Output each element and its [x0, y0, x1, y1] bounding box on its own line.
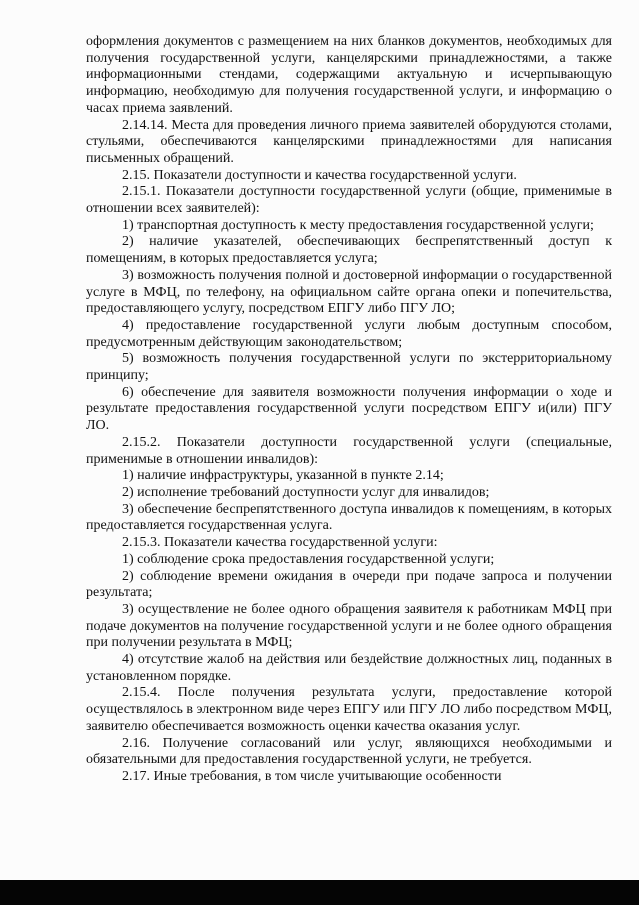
- scan-bottom-edge: [0, 880, 639, 905]
- paragraph: 2.15.3. Показатели качества государственной услуги:: [122, 535, 438, 551]
- paragraph: 6) обеспечение для заявителя возможности получения информации о ходе и результате предоставления государственной услуги посредством ЕПГУ и(или) ПГУ ЛО.: [86, 384, 612, 434]
- paragraph: 1) транспортная доступность к месту предоставления государственной услуги;: [122, 217, 594, 233]
- paragraph: 2.15.2. Показатели доступности государственной услуги (специальные, применимые в отношении инвалидов):: [86, 434, 612, 467]
- paragraph: 4) отсутствие жалоб на действия или бездействие должностных лиц, поданных в установленном порядке.: [86, 652, 612, 684]
- paragraph: 5) возможность получения государственной услуги по экстерриториальному принципу;: [86, 351, 612, 384]
- document-body: [86, 34, 612, 786]
- paragraph: оформления документов с размещением на них бланков документов, необходимых для получения государственной услуги, канцелярскими принадлежностями, а также информационными стендами, содержащими актуальную и исчерпывающую информацию, необходимую для получения государственной услуги, и информацию о часах приема заявлений.: [86, 34, 612, 116]
- paragraph: 2.15.4. После получения результата услуги, предоставление которой осуществлялось в электронном виде через ЕПГУ или ПГУ ЛО либо посредством МФЦ, заявителю обеспечивается возможность оценки качества оказания услуг.: [86, 685, 612, 734]
- paragraph: 2) соблюдение времени ожидания в очереди при подаче запроса и получении результата;: [86, 568, 612, 601]
- paragraph: 2.14.14. Места для проведения личного приема заявителей оборудуются столами, стульями, обеспечиваются канцелярскими принадлежностями для написания письменных обращений.: [86, 117, 612, 166]
- paragraph: 2) наличие указателей, обеспечивающих беспрепятственный доступ к помещениям, в которых предоставляется услуга;: [86, 234, 612, 267]
- paragraph: 3) обеспечение беспрепятственного доступа инвалидов к помещениям, в которых предоставляется государственная услуга.: [86, 501, 612, 534]
- paragraph: 2.17. Иные требования, в том числе учитывающие особенности: [122, 768, 502, 784]
- paragraph: 2.15.1. Показатели доступности государственной услуги (общие, применимые в отношении всех заявителей):: [86, 184, 612, 217]
- paragraph: 2.16. Получение согласований или услуг, являющихся необходимыми и обязательными для предоставления государственной услуги, не требуется.: [86, 735, 612, 768]
- paragraph: 1) соблюдение срока предоставления государственной услуги;: [122, 551, 495, 567]
- paragraph: 2) исполнение требований доступности услуг для инвалидов;: [122, 484, 490, 500]
- paragraph: 1) наличие инфраструктуры, указанной в пункте 2.14;: [122, 468, 444, 484]
- paragraph: 2.15. Показатели доступности и качества государственной услуги.: [122, 167, 517, 183]
- paragraph: 3) возможность получения полной и достоверной информации о государственной услуге в МФЦ, по телефону, на официальном сайте органа опеки и попечительства, предоставляющего услугу, посредством ЕПГУ либо ПГУ ЛО;: [86, 267, 612, 317]
- paragraph: 4) предоставление государственной услуги любым доступным способом, предусмотренным действующим законодательством;: [86, 317, 612, 350]
- paragraph: 3) осуществление не более одного обращения заявителя к работникам МФЦ при подаче документов на получение государственной услуги и не более одного обращения при получении результата в МФЦ;: [86, 601, 612, 651]
